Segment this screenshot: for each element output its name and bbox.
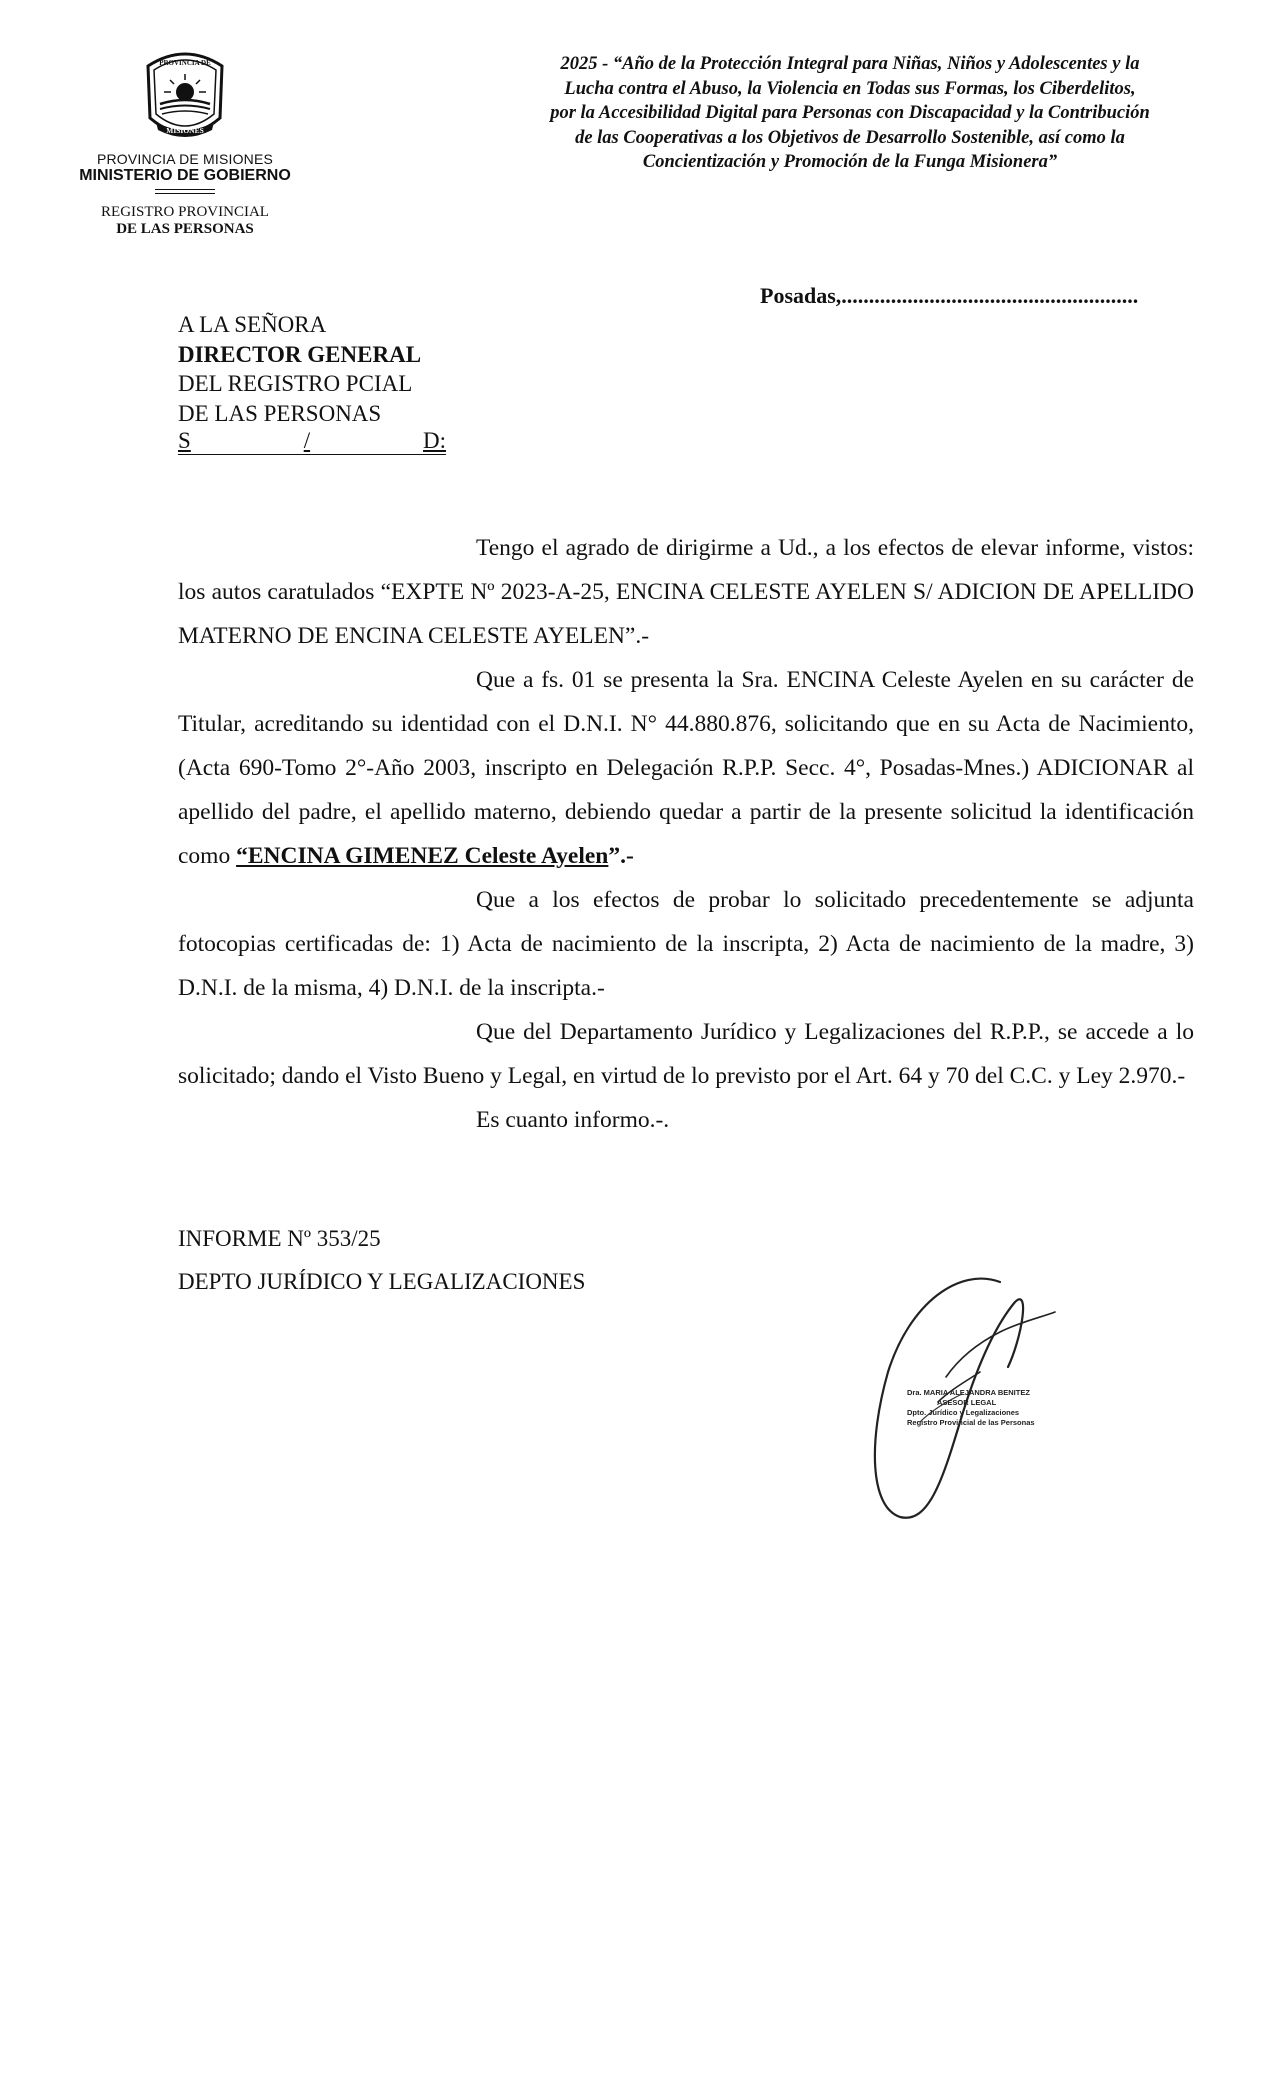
- paragraph-text: ”.-: [608, 843, 634, 869]
- registry-name-line1: REGISTRO PROVINCIAL: [101, 204, 269, 220]
- sd-line: [178, 428, 446, 455]
- sd-s: S: [178, 428, 191, 453]
- place-date-line: Posadas,......................................................: [760, 283, 1139, 308]
- slogan-line: de las Cooperativas a los Objetivos de Desarrollo Sostenible, así como la: [575, 127, 1125, 148]
- body-paragraph: Es cuanto informo.-.: [476, 1107, 670, 1133]
- addressee-line: DEL REGISTRO PCIAL: [178, 371, 413, 396]
- slogan-line: por la Accesibilidad Digital para Personas con Discapacidad y la Contribución: [550, 103, 1150, 123]
- svg-text:PROVINCIA DE: PROVINCIA DE: [159, 59, 211, 67]
- addressee-line: A LA SEÑORA: [178, 312, 327, 337]
- year-slogan: [490, 52, 1210, 175]
- body-paragraph: Tengo el agrado de dirigirme a Ud., a los efectos de elevar informe, vistos: los autos caratulados “EXPTE Nº 2023-A-25, ENCINA CELESTE AYELEN S/ ADICION DE APELLIDO MATERNO DE ENCINA CELESTE AYELEN”.-: [178, 535, 1194, 649]
- ministry-name: MINISTERIO DE GOBIERNO: [79, 167, 291, 184]
- stamp-line: Dra. MARIA ALEJANDRA BENITEZ: [907, 1388, 1030, 1397]
- new-name-highlight: “ENCINA GIMENEZ Celeste Ayelen: [236, 843, 609, 869]
- paragraph-text: Que a fs. 01 se presenta la Sra. ENCINA Celeste Ayelen en su carácter de Titular, acreditando su identidad con el D.N.I. N° 44.880.876, solicitando que en su Acta de Nacimiento, (Acta 690-Tomo 2°-Año 2003, inscripto en Delegación R.P.P. Secc. 4°, Posadas-Mnes.) ADICIONAR al apellido del padre, el apellido materno, debiendo quedar a partir de la presente solicitud la identificación como: [178, 667, 1194, 869]
- stamp-line: Dpto. Jurídico y Legalizaciones: [907, 1408, 1020, 1417]
- divider: [155, 193, 215, 194]
- report-department: DEPTO JURÍDICO Y LEGALIZACIONES: [178, 1269, 586, 1294]
- addressee-title: DIRECTOR GENERAL: [178, 341, 422, 367]
- slogan-line: Lucha contra el Abuso, la Violencia en Todas sus Formas, los Ciberdelitos,: [564, 78, 1136, 99]
- report-body: [178, 526, 1194, 1142]
- slogan-line: Concientización y Promoción de la Funga Misionera”: [642, 152, 1058, 172]
- svg-text:MISIONES: MISIONES: [166, 126, 204, 135]
- misiones-provincial-seal-icon: [140, 48, 230, 143]
- institution-header: [60, 48, 310, 238]
- body-paragraph: Que del Departamento Jurídico y Legalizaciones del R.P.P., se accede a lo solicitado; dando el Visto Bueno y Legal, en virtud de lo previsto por el Art. 64 y 70 del C.C. y Ley 2.970.-: [178, 1019, 1194, 1089]
- divider: [155, 189, 215, 190]
- addressee-block: [178, 310, 468, 455]
- sd-d: D:: [423, 428, 446, 453]
- report-number: INFORME Nº 353/25: [178, 1226, 381, 1251]
- registry-name-line2: DE LAS PERSONAS: [116, 221, 254, 237]
- slogan-line: 2025 - “Año de la Protección Integral para Niñas, Niños y Adolescentes y la: [560, 54, 1140, 74]
- body-paragraph: Que a los efectos de probar lo solicitado precedentemente se adjunta fotocopias certificadas de: 1) Acta de nacimiento de la inscripta, 2) Acta de nacimiento de la madre, 3) D.N.I. de la misma, 4) D.N.I. de la inscripta.-: [178, 887, 1194, 1001]
- province-name: PROVINCIA DE MISIONES: [96, 151, 274, 167]
- body-paragraph: [178, 658, 1194, 878]
- stamp-line: Registro Provincial de las Personas: [907, 1418, 1035, 1427]
- sd-slash: /: [303, 428, 311, 453]
- stamp-line: ASESOR LEGAL: [937, 1398, 997, 1407]
- signature-stamp: [907, 1388, 1067, 1428]
- report-identification: [178, 1217, 585, 1303]
- addressee-line: DE LAS PERSONAS: [178, 400, 382, 426]
